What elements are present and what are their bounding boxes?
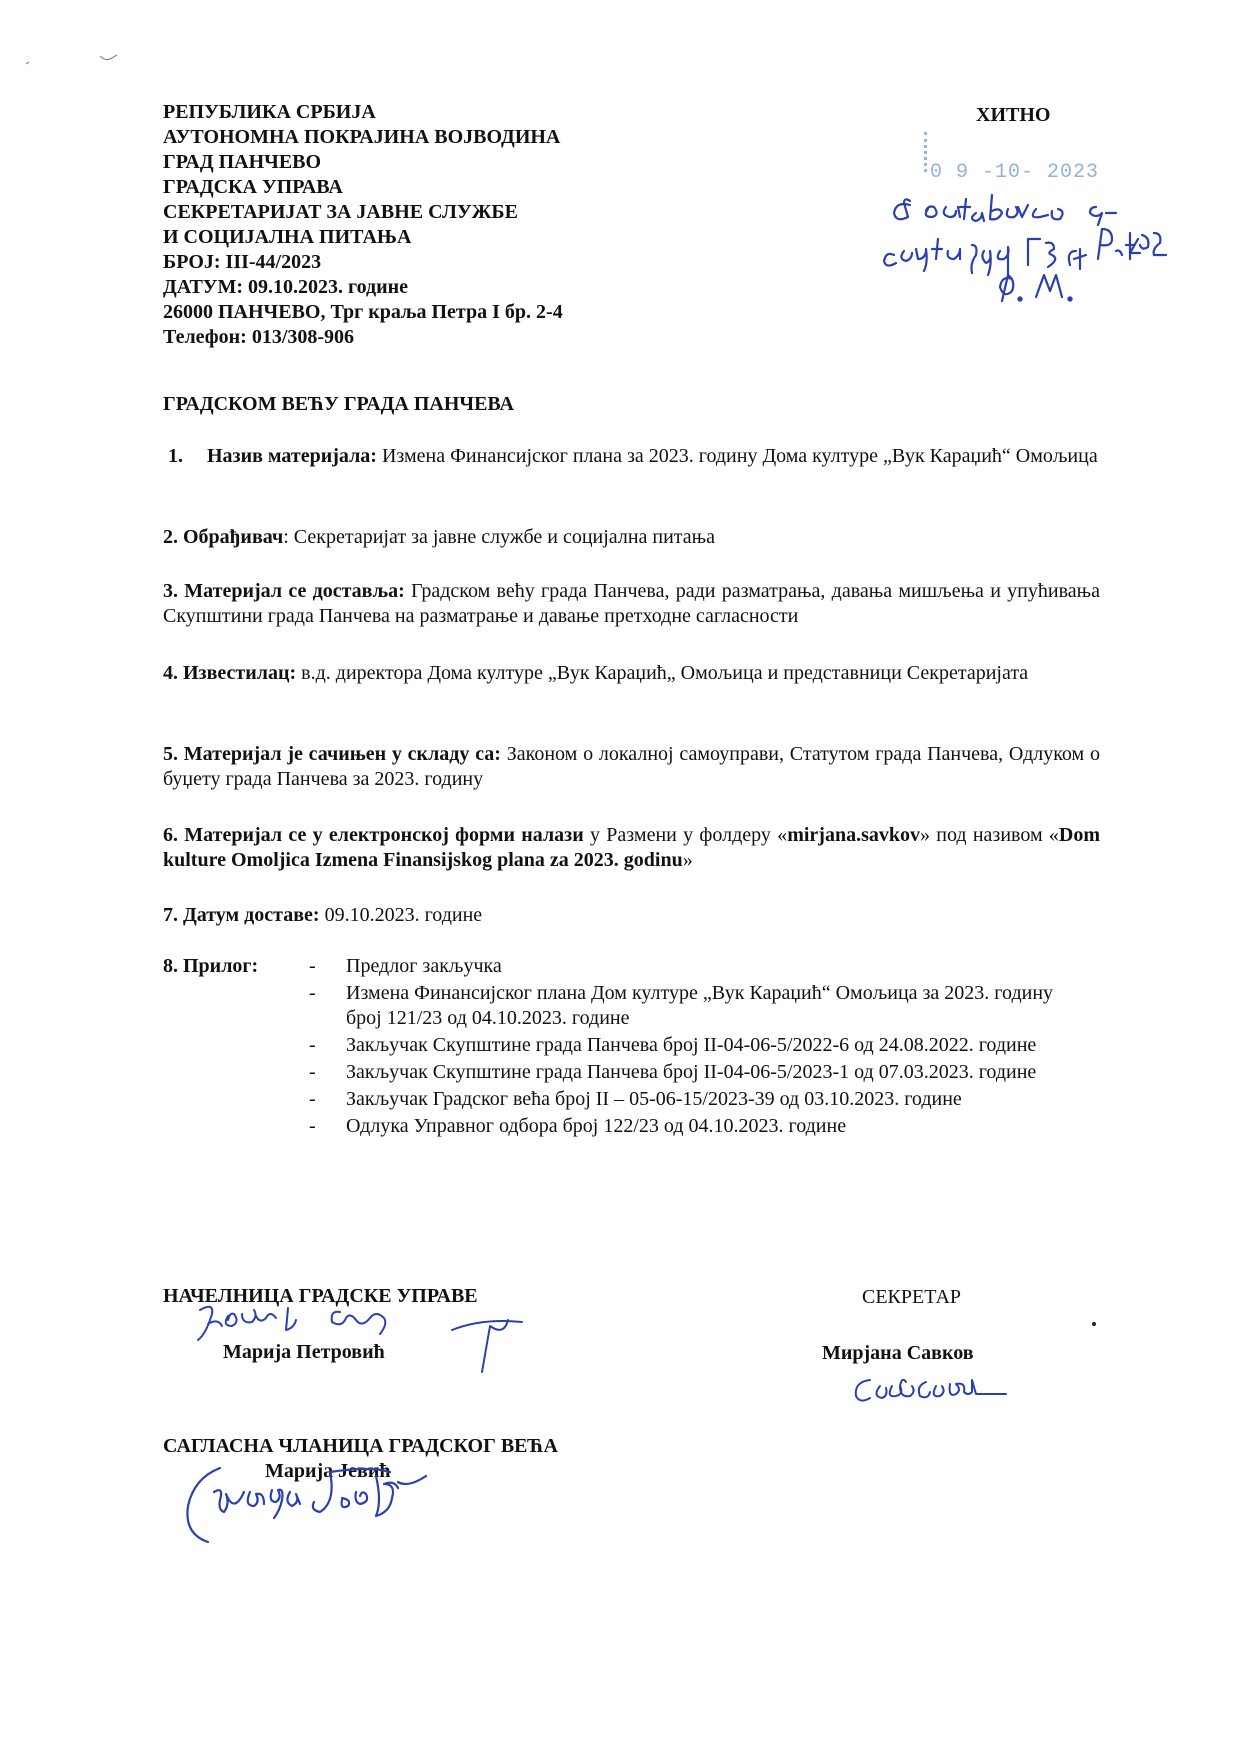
attachments-list: [309, 954, 1089, 1141]
item-text: : Секретаријат за јавне службе и социјална питања: [283, 526, 716, 548]
item-reporter: [163, 661, 1100, 686]
attachment-item: - Закључак Скупштине града Панчева број II-04-06-5/2022-6 од 24.08.2022. године: [309, 1034, 1037, 1056]
attachment-item: - Одлука Управног одбора број 122/23 од 04.10.2023. године: [309, 1115, 847, 1137]
item-label: 5. Материјал је сачињен у складу са:: [163, 743, 501, 765]
handwritten-signature-right: [850, 1370, 1050, 1410]
institution-header: [163, 100, 563, 350]
item-processor: [163, 525, 1100, 550]
item-text: Градском већу града Панчева, ради разматрања, давања мишљења и упућивања Скупштини града Панчева на разматрање и давање претходне сагласности: [163, 580, 1100, 627]
scan-dot: [1092, 1322, 1096, 1326]
attachment-item: - Измена Финансијског плана Дом културе „Вук Караџић“ Омољица за 2023. годину број 121/23 од 04.10.2023. године: [309, 982, 1054, 1029]
item-submitted-to: [163, 579, 1100, 629]
attachment-item: - Предлог закључка: [309, 955, 502, 977]
item-electronic-location: 6. Материјал се у електронској форми налази у Размени у фолдеру «mirjana.savkov» под називом «Dom kulture Omoljica Izmena Finansijskog plana za 2023. godinu»: [163, 824, 1101, 871]
scan-mark: [20, 50, 120, 70]
handwritten-signature-left: [190, 1296, 550, 1376]
item-legal-basis: [163, 742, 1100, 792]
item-label: 4. Известилац:: [163, 662, 297, 684]
header-line: ГРАДСКА УПРАВА: [163, 176, 343, 198]
signatory-title-right: СЕКРЕТАР: [862, 1286, 962, 1308]
item-label: Назив материјала:: [207, 445, 377, 467]
header-line: И СОЦИЈАЛНА ПИТАЊА: [163, 226, 412, 248]
received-stamp: 0 9 -10- 2023: [930, 161, 1100, 184]
header-line: АУТОНОМНА ПОКРАЈИНА ВОЈВОДИНА: [163, 126, 561, 148]
attachments-label: 8. Прилог:: [163, 955, 259, 977]
item-label: 3. Материјал се доставља:: [163, 580, 405, 602]
handwritten-note: [880, 185, 1185, 315]
signatory-name-left: Марија Петровић: [223, 1341, 385, 1363]
document-date: ДАТУМ: 09.10.2023. године: [163, 276, 409, 298]
signatory-title-bottom: САГЛАСНА ЧЛАНИЦА ГРАДСКОГ ВЕЋА: [163, 1435, 558, 1457]
urgent-label: ХИТНО: [976, 104, 1051, 126]
item-text: в.д. директора Дома културе „Вук Караџић„ Омољица и представници Секретаријата: [296, 662, 1029, 684]
header-line: ГРАД ПАНЧЕВО: [163, 151, 322, 173]
attachment-item: - Закључак Скупштине града Панчева број II-04-06-5/2023-1 од 07.03.2023. године: [309, 1061, 1037, 1083]
signatory-name-right: Мирјана Савков: [822, 1342, 974, 1364]
item-text: 09.10.2023. године: [319, 904, 483, 926]
handwritten-signature-bottom: [180, 1462, 460, 1552]
folder-name: mirjana.savkov: [787, 824, 920, 846]
header-address: 26000 ПАНЧЕВО, Трг краља Петра I бр. 2-4: [163, 301, 563, 323]
recipient: ГРАДСКОМ ВЕЋУ ГРАДА ПАНЧЕВА: [163, 393, 514, 415]
file-name: Dom kulture Omoljica Izmena Finansijskog plana za 2023. godinu: [163, 824, 1101, 871]
item-delivery-date: [163, 903, 1100, 928]
item-material-name: [163, 444, 1100, 469]
item-text: Измена Финансијског плана за 2023. годину Дома културе „Вук Караџић“ Омољица: [376, 445, 1098, 467]
header-line: СЕКРЕТАРИЈАТ ЗА ЈАВНЕ СЛУЖБЕ: [163, 201, 518, 223]
signatory-title-left: НАЧЕЛНИЦА ГРАДСКЕ УПРАВЕ: [163, 1285, 478, 1307]
item-label: 6. Материјал се у електронској форми налази: [163, 824, 584, 846]
document-number: БРОЈ: III-44/2023: [163, 251, 322, 273]
header-line: РЕПУБЛИКА СРБИЈА: [163, 101, 376, 123]
item-label: 2. Обрађивач: [163, 526, 284, 548]
header-phone: Телефон: 013/308-906: [163, 326, 355, 348]
item-label: 7. Датум доставе:: [163, 904, 320, 926]
attachment-item: - Закључак Градског већа број II – 05-06-15/2023-39 од 03.10.2023. године: [309, 1088, 962, 1110]
item-number: 1.: [168, 445, 183, 467]
signatory-name-bottom: Марија Јевић: [265, 1460, 391, 1482]
item-text: Законом о локалној самоуправи, Статутом града Панчева, Одлуком о буџету града Панчева за 2023. годину: [163, 743, 1100, 790]
